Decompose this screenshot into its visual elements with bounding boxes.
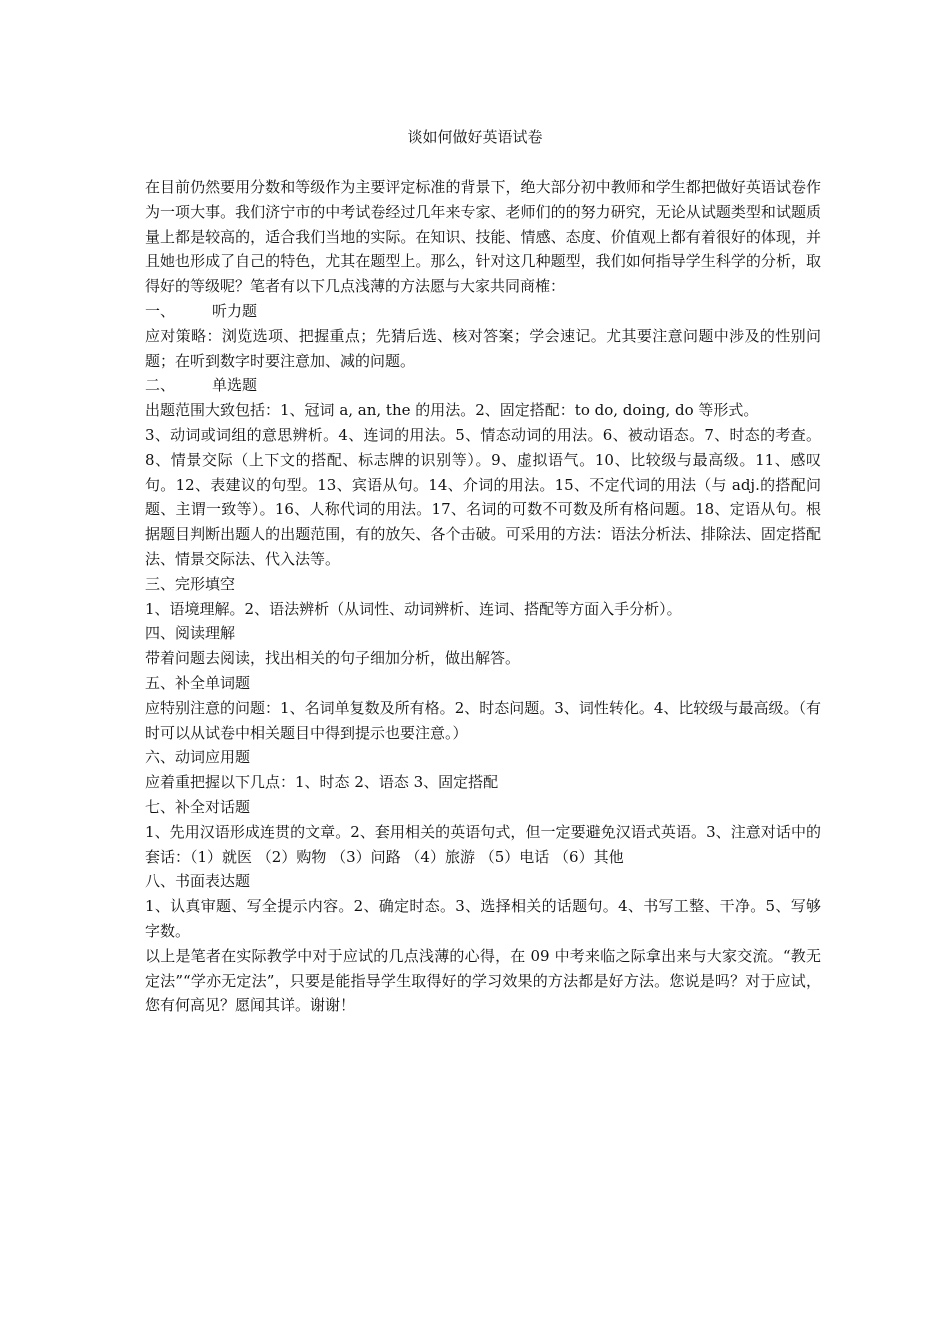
section-paragraph: 1、先用汉语形成连贯的文章。2、套用相关的英语句式，但一定要避免汉语式英语。3、注意对话中的套话：（1）就医 （2）购物 （3）问路 （4）旅游 （5）电话 （6）其他 (145, 822, 821, 866)
section-number: 一、 (145, 301, 176, 320)
section-heading-dialogue: 七、补全对话题 (145, 797, 251, 816)
section-title: 单选题 (212, 376, 258, 395)
section-paragraph: 1、认真审题、写全提示内容。2、确定时态。3、选择相关的话题句。4、书写工整、干净。5、写够字数。 (145, 897, 821, 940)
section-title: 听力题 (212, 301, 258, 320)
conclusion-paragraph: 以上是笔者在实际教学中对于应试的几点浅薄的心得，在 09 中考来临之际拿出来与大家交流。“教无定法”“学亦无定法”，只要是能指导学生取得好的学习效果的方法都是好方法。您说是吗？对于应试，您有何高见？愿闻其详。谢谢！ (145, 946, 821, 1015)
section-paragraph: 带着问题去阅读，找出相关的句子细加分析，做出解答。 (145, 649, 521, 668)
section-paragraph: 应着重把握以下几点：1、时态 2、语态 3、固定搭配 (145, 773, 499, 792)
section-heading-verb-usage: 六、动词应用题 (145, 748, 251, 767)
section-paragraph: 1、语境理解。2、语法辨析（从词性、动词辨析、连词、搭配等方面入手分析）。 (145, 599, 682, 618)
intro-paragraph: 在目前仍然要用分数和等级作为主要评定标准的背景下，绝大部分初中教师和学生都把做好英语试卷作为一项大事。我们济宁市的中考试卷经过几年来专家、老师们的的努力研究，无论从试题类型和试题质量上都是较高的，适合我们当地的实际。在知识、技能、情感、态度、价值观上都有着很好的体现，并且她也形成了自己的特色，尤其在题型上。那么，针对这几种题型，我们如何指导学生科学的分析，取得好的等级呢？笔者有以下几点浅薄的方法愿与大家共同商榷： (145, 178, 821, 296)
document-title: 谈如何做好英语试卷 (407, 128, 543, 146)
section-paragraph: 应特别注意的问题：1、名词单复数及所有格。2、时态问题。3、词性转化。4、比较级与最高级。（有时可以从试卷中相关题目中得到提示也要注意。） (145, 698, 821, 742)
section-paragraph: 应对策略：浏览选项、把握重点；先猜后选、核对答案；学会速记。尤其要注意问题中涉及的性别问题；在听到数字时要注意加、减的问题。 (145, 326, 821, 370)
section-heading-reading: 四、阅读理解 (145, 624, 236, 643)
section-heading-word-completion: 五、补全单词题 (145, 673, 251, 692)
section-paragraph: 出题范围大致包括：1、冠词 a, an, the 的用法。2、固定搭配：to do, doing, do 等形式。 (145, 401, 759, 420)
section-heading-writing: 八、书面表达题 (145, 872, 251, 891)
section-heading-cloze: 三、完形填空 (145, 574, 236, 593)
section-paragraph: 3、动词或词组的意思辨析。4、连词的用法。5、情态动词的用法。6、被动语态。7、时态的考查。8、情景交际（上下文的搭配、标志牌的识别等）。9、虚拟语气。10、比较级与最高级。11、感叹句。12、表建议的句型。13、宾语从句。14、介词的用法。15、不定代词的用法（与 adj.的搭配问题、主谓一致等）。16、人称代词的用法。17、名词的可数不可数及所有格问题。18、定语从句。根据题目判断出题人的出题范围，有的放矢、各个击破。可采用的方法：语法分析法、排除法、固定搭配法、情景交际法、代入法等。 (145, 425, 821, 568)
document-body (145, 175, 821, 1018)
section-heading-single-choice (145, 373, 821, 398)
section-heading-listening (145, 299, 821, 324)
section-number: 二、 (145, 376, 176, 395)
